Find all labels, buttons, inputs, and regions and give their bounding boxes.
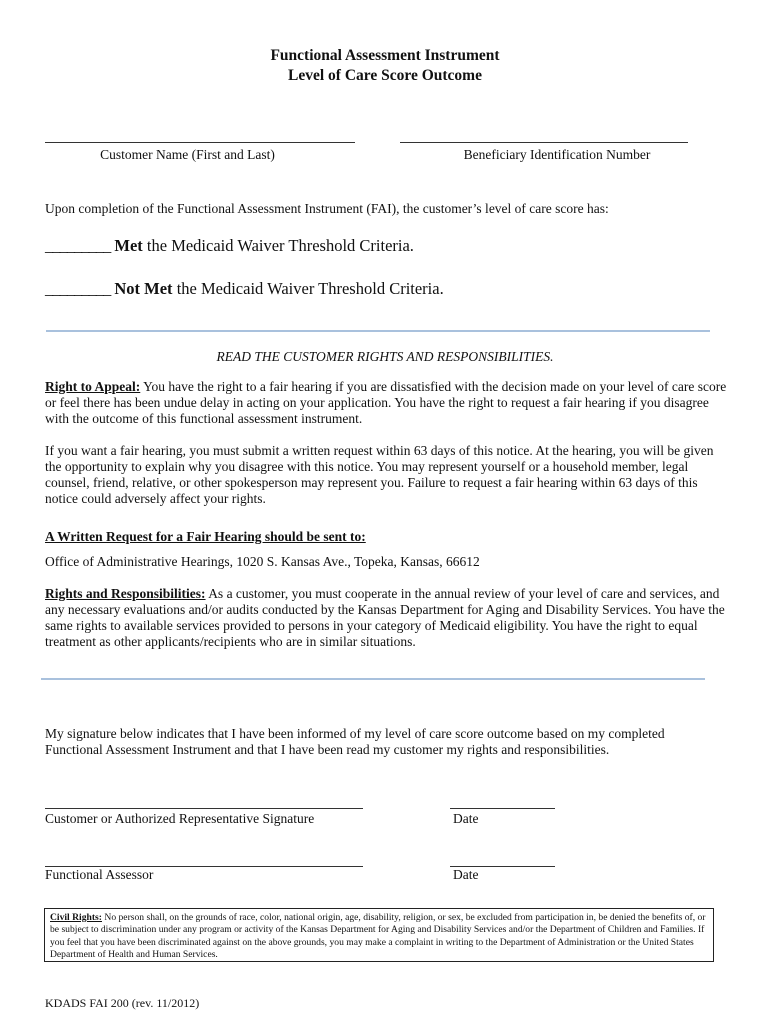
document-title: Functional Assessment Instrument xyxy=(270,47,500,64)
beneficiary-id-label: Beneficiary Identification Number xyxy=(463,147,651,162)
criteria-met-checkbox[interactable]: _________ xyxy=(45,236,111,255)
criteria-met-text: the Medicaid Waiver Threshold Criteria. xyxy=(146,236,414,255)
criteria-met-keyword: Met xyxy=(114,236,143,255)
civil-rights-label: Civil Rights: xyxy=(50,912,102,923)
written-request-heading: A Written Request for a Fair Hearing should be sent to: xyxy=(45,529,366,544)
document-subtitle: Level of Care Score Outcome xyxy=(288,67,482,84)
beneficiary-id-field[interactable] xyxy=(400,142,688,143)
rights-responsibilities-text: As a customer, you must cooperate in the annual review of your level of care and services, and any necessary evaluations and/or audits conducted by the Kansas Department for Aging and Disability Services. You have the same rights to available services provided to persons in your category of Medicaid eligibility. You have the right to equal treatment as other applicants/recipients who are in similar situations. xyxy=(45,586,725,649)
section-divider-bottom xyxy=(41,678,705,680)
intro-text: Upon completion of the Functional Assessment Instrument (FAI), the customer’s level of care score has: xyxy=(45,201,609,216)
right-to-appeal-text: You have the right to a fair hearing if you are dissatisfied with the decision made on your level of care score or feel there has been undue delay in acting on your application. You have the right to request a fair hearing if you disagree with the outcome of this functional assessment instrument. xyxy=(45,379,727,426)
form-identifier: KDADS FAI 200 (rev. 11/2012) xyxy=(45,996,200,1010)
civil-rights-box xyxy=(44,908,714,962)
customer-name-field[interactable] xyxy=(45,142,355,143)
criteria-not-met-checkbox[interactable]: _________ xyxy=(45,279,111,298)
rights-responsibilities-label: Rights and Responsibilities: xyxy=(45,586,206,601)
assessor-signature-label: Functional Assessor xyxy=(45,867,154,882)
customer-date-label: Date xyxy=(453,811,479,826)
customer-date-field[interactable] xyxy=(450,808,555,809)
customer-name-label: Customer Name (First and Last) xyxy=(100,147,275,162)
signature-statement: My signature below indicates that I have been informed of my level of care score outcome based on my completed Functional Assessment Instrument and that I have been read my customer my rights and responsibilities. xyxy=(45,726,665,757)
fair-hearing-paragraph: If you want a fair hearing, you must submit a written request within 63 days of this notice. At the hearing, you will be given the opportunity to explain why you disagree with this notice. You may represent yourself or a household member, legal counsel, friend, relative, or other spokesperson may represent you. Failure to request a fair hearing within 63 days of this notice could adversely affect your rights. xyxy=(45,443,714,506)
civil-rights-text: No person shall, on the grounds of race, color, national origin, age, disability, religion, or sex, be excluded from participation in, be denied the benefits of, or be subject to discrimination under any program or activity of the Kansas Department for Aging and Disability Services and/or the Department of Children and Families. If you feel that you have been discriminated against on the above grounds, you may make a complaint in writing to the Department of Administration or the United States Department of Health and Human Services. xyxy=(50,912,706,960)
customer-signature-field[interactable] xyxy=(45,808,363,809)
criteria-met-row xyxy=(45,236,414,256)
rights-heading: READ THE CUSTOMER RIGHTS AND RESPONSIBILITIES. xyxy=(216,349,554,364)
criteria-not-met-text: the Medicaid Waiver Threshold Criteria. xyxy=(176,279,444,298)
criteria-not-met-row xyxy=(45,279,444,299)
section-divider-top xyxy=(46,330,710,332)
right-to-appeal-label: Right to Appeal: xyxy=(45,379,141,394)
assessor-date-label: Date xyxy=(453,867,479,882)
office-address: Office of Administrative Hearings, 1020 S. Kansas Ave., Topeka, Kansas, 66612 xyxy=(45,554,480,569)
customer-signature-label: Customer or Authorized Representative Signature xyxy=(45,811,315,826)
right-to-appeal-paragraph xyxy=(45,379,729,427)
criteria-not-met-keyword: Not Met xyxy=(114,279,173,298)
rights-responsibilities-paragraph xyxy=(45,586,729,650)
